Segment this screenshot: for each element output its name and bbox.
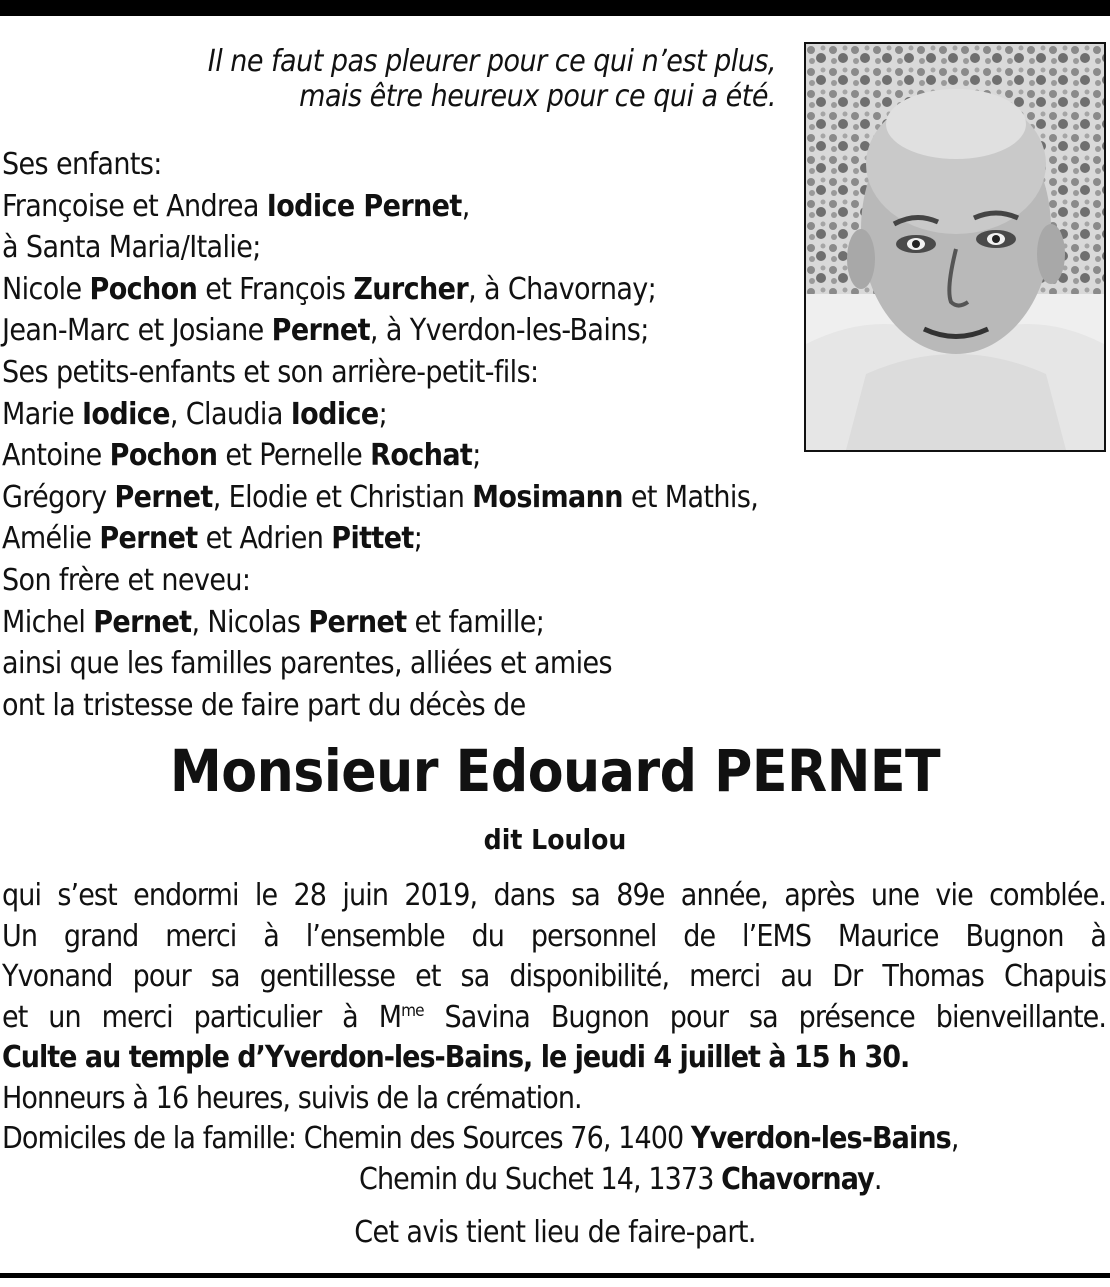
family-line: ainsi que les familles parentes, alliées et amies bbox=[2, 646, 612, 682]
address-text: . bbox=[873, 1161, 882, 1197]
honours-line: Honneurs à 16 heures, suivis de la crémation. bbox=[2, 1080, 582, 1116]
address-city: Yverdon-les-Bains bbox=[690, 1121, 951, 1156]
family-line bbox=[2, 435, 1102, 477]
family-line bbox=[2, 477, 1102, 519]
family-line: ont la tristesse de faire part du décès de bbox=[2, 687, 526, 723]
family-address-1 bbox=[2, 1119, 1106, 1160]
family-surname: Pochon bbox=[89, 271, 198, 307]
address-text: , bbox=[950, 1121, 959, 1156]
notice-body bbox=[2, 876, 1106, 1200]
family-line: à Santa Maria/Italie; bbox=[2, 230, 261, 266]
family-surname: Pernet bbox=[99, 521, 198, 557]
title-abbrev-superscript: me bbox=[401, 1000, 424, 1021]
body-text: Savina Bugnon pour sa présence bienveillante. bbox=[423, 999, 1107, 1035]
family-surname: Pochon bbox=[109, 438, 218, 474]
family-text: Françoise et Andrea bbox=[2, 188, 267, 224]
deceased-name: Monsieur Edouard PERNET bbox=[169, 737, 941, 805]
family-list bbox=[2, 144, 1102, 726]
family-text: , Elodie et Christian bbox=[212, 479, 473, 515]
brother-heading: Son frère et neveu: bbox=[2, 562, 251, 598]
family-text: , bbox=[461, 188, 470, 224]
address-city: Chavornay bbox=[721, 1161, 874, 1197]
family-text: ; bbox=[378, 396, 388, 432]
family-text: , Nicolas bbox=[191, 604, 309, 640]
family-surname: Iodice Pernet bbox=[266, 188, 462, 224]
family-text: et Pernelle bbox=[217, 438, 371, 474]
family-line bbox=[2, 518, 1102, 560]
family-line bbox=[2, 394, 1102, 436]
family-address-2 bbox=[2, 1160, 1106, 1201]
body-line bbox=[2, 998, 1106, 1039]
family-text: , à Chavornay; bbox=[468, 271, 657, 307]
family-text: et Mathis, bbox=[622, 479, 759, 515]
grandchildren-heading: Ses petits-enfants et son arrière-petit-fils: bbox=[2, 354, 539, 390]
family-text: et François bbox=[197, 271, 354, 307]
address-text: Domiciles de la famille: Chemin des Sources 76, 1400 bbox=[2, 1121, 691, 1156]
family-text: Jean-Marc et Josiane bbox=[2, 313, 272, 349]
family-surname: Pittet bbox=[331, 521, 414, 557]
family-surname: Mosimann bbox=[472, 479, 623, 515]
family-text: et Adrien bbox=[197, 521, 332, 557]
body-line: Un grand merci à l’ensemble du personnel de l’EMS Maurice Bugnon à bbox=[2, 918, 1106, 954]
family-line bbox=[2, 602, 1102, 644]
family-text: ; bbox=[472, 438, 481, 474]
body-text: et un merci particulier à M bbox=[2, 999, 402, 1035]
footer-note: Cet avis tient lieu de faire-part. bbox=[354, 1215, 756, 1250]
family-text: Grégory bbox=[2, 479, 115, 515]
family-text: et famille; bbox=[406, 604, 545, 640]
family-text: Nicole bbox=[2, 271, 90, 307]
epigraph-line-2: mais être heureux pour ce qui a été. bbox=[299, 79, 776, 114]
bottom-rule bbox=[0, 1273, 1110, 1278]
family-surname: Pernet bbox=[271, 313, 370, 349]
family-text: ; bbox=[413, 521, 423, 557]
family-surname: Zurcher bbox=[353, 271, 469, 307]
family-text: Amélie bbox=[2, 521, 100, 557]
family-text: Antoine bbox=[2, 438, 110, 474]
children-heading: Ses enfants: bbox=[2, 147, 162, 182]
family-line bbox=[2, 310, 1102, 352]
epigraph-line-1: Il ne faut pas pleurer pour ce qui n’est plus, bbox=[207, 44, 776, 79]
body-line: Yvonand pour sa gentillesse et sa disponibilité, merci au Dr Thomas Chapuis bbox=[2, 959, 1106, 994]
service-announcement: Culte au temple d’Yverdon-les-Bains, le jeudi 4 juillet à 15 h 30. bbox=[2, 1040, 910, 1075]
address-text: Chemin du Suchet 14, 1373 bbox=[359, 1161, 722, 1197]
family-surname: Iodice bbox=[290, 396, 379, 432]
family-surname: Iodice bbox=[82, 396, 170, 432]
body-line: qui s’est endormi le 28 juin 2019, dans sa 89e année, après une vie comblée. bbox=[2, 878, 1106, 913]
family-surname: Pernet bbox=[114, 479, 213, 515]
family-surname: Pernet bbox=[93, 604, 192, 640]
family-text: Michel bbox=[2, 604, 94, 640]
family-surname: Pernet bbox=[308, 604, 407, 640]
deceased-nickname: dit Loulou bbox=[483, 823, 627, 856]
top-rule bbox=[0, 0, 1110, 16]
epigraph-quote bbox=[0, 44, 776, 114]
family-line bbox=[2, 269, 1102, 311]
family-text: Marie bbox=[2, 396, 82, 432]
family-text: , Claudia bbox=[169, 396, 291, 432]
family-line bbox=[2, 186, 1102, 228]
family-surname: Rochat bbox=[370, 438, 473, 474]
family-text: , à Yverdon-les-Bains; bbox=[369, 313, 649, 349]
